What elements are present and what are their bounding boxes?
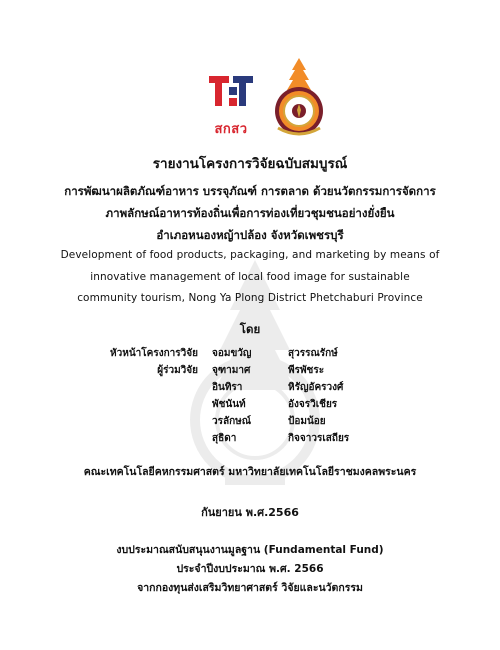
team-member-row (0, 346, 500, 363)
tsri-mark-icon (205, 72, 257, 116)
by-label: โดย (239, 322, 261, 336)
team-member-row (0, 414, 500, 431)
report-date: กันยายน พ.ศ.2566 (201, 506, 299, 519)
team-first-name: จอมขวัญ (212, 348, 252, 359)
team-member-row (0, 363, 500, 380)
team-first-name: อินทิรา (212, 382, 243, 393)
logo-row (0, 50, 500, 145)
team-first-name: พัชนันท์ (212, 399, 246, 410)
team-last-name: สุวรรณรักษ์ (288, 348, 338, 359)
tsri-logo-text: สกสว (214, 122, 248, 137)
funding-line: ประจำปีงบประมาณ พ.ศ. 2566 (176, 563, 324, 575)
team-member-row (0, 431, 500, 448)
team-last-name: ป้อมน้อย (288, 416, 326, 427)
team-first-name: วรลักษณ์ (212, 416, 252, 427)
faculty-affiliation: คณะเทคโนโลยีคหกรรมศาสตร์ มหาวิทยาลัยเทคโนโลยีราชมงคลพระนคร (83, 466, 417, 478)
team-member-row (0, 397, 500, 414)
team-last-name: กิจจาวรเสถียร (288, 433, 350, 444)
team-role: หัวหน้าโครงการวิจัย (110, 348, 198, 359)
team-last-name: พีรพัชระ (288, 365, 325, 376)
project-title-en-line: community tourism, Nong Ya Plong District Phetchaburi Province (77, 292, 423, 304)
project-title-en-line: innovative management of local food image for sustainable (90, 271, 410, 283)
team-first-name: สุธิดา (212, 433, 237, 444)
report-title: รายงานโครงการวิจัยฉบับสมบูรณ์ (152, 156, 348, 172)
tsri-logo (205, 72, 257, 137)
project-title-th-line: การพัฒนาผลิตภัณฑ์อาหาร บรรจุภัณฑ์ การตลาด ด้วยนวัตกรรมการจัดการ (64, 184, 436, 198)
project-title-th-line: อำเภอหนองหญ้าปล้อง จังหวัดเพชรบุรี (156, 228, 344, 242)
funding-line: งบประมาณสนับสนุนงานมูลฐาน (Fundamental Fund) (116, 544, 384, 556)
project-title-en-line: Development of food products, packaging, and marketing by means of (60, 249, 440, 261)
project-title-th-line: ภาพลักษณ์อาหารท้องถิ่นเพื่อการท่องเที่ยวชุมชนอย่างยั่งยืน (105, 206, 395, 220)
rmutp-seal-logo (268, 56, 330, 138)
team-last-name: หิรัญอัครวงศ์ (288, 382, 344, 393)
team-last-name: อังจรวิเชียร (288, 399, 338, 410)
team-member-row (0, 380, 500, 397)
funding-line: จากกองทุนส่งเสริมวิทยาศาสตร์ วิจัยและนวัตกรรม (137, 582, 363, 594)
team-first-name: จุฑามาศ (212, 365, 251, 376)
team-role: ผู้ร่วมวิจัย (157, 365, 198, 376)
